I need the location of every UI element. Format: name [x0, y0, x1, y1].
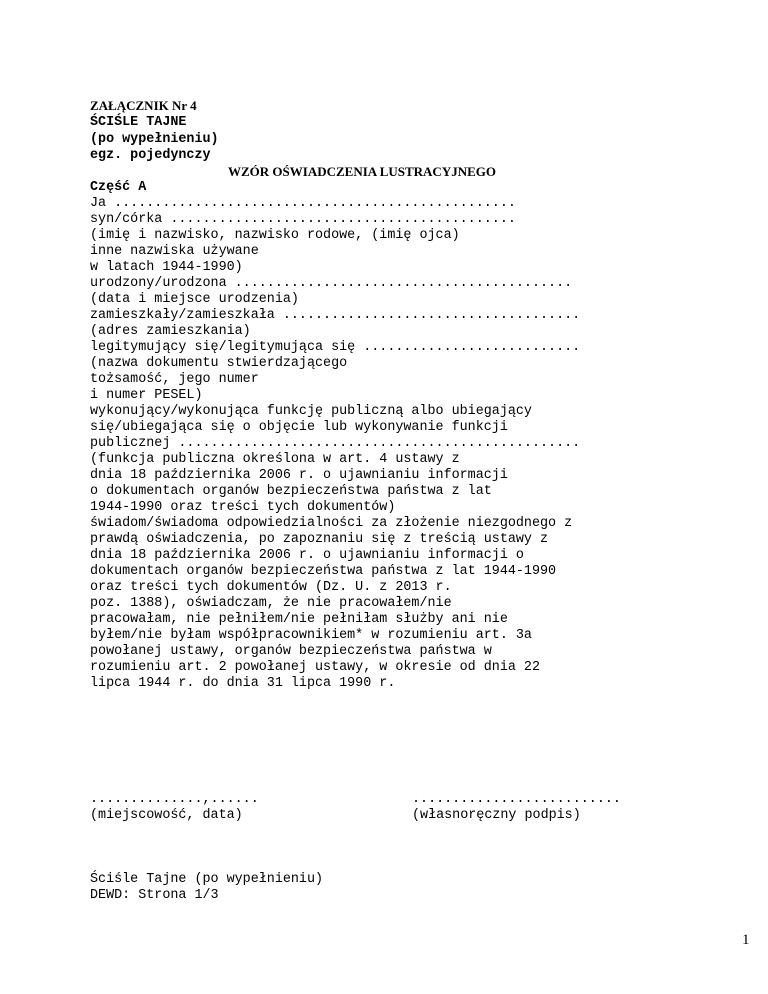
form-line-hint: tożsamość, jego numer — [90, 372, 259, 387]
place-date-field: ..............,...... — [90, 792, 259, 807]
form-line-hint: i numer PESEL) — [90, 388, 203, 403]
declaration-line: byłem/nie byłam współpracownikiem* w rozumieniu art. 3a — [90, 628, 532, 643]
form-line-function: publicznej .................................................. — [90, 436, 581, 451]
form-line-function: się/ubiegająca się o objęcie lub wykonywanie funkcji — [90, 420, 508, 435]
copy-label: egz. pojedynczy — [90, 148, 211, 163]
part-a-heading: Część A — [90, 180, 147, 195]
declaration-line: poz. 1388), oświadczam, że nie pracowałem/nie — [90, 596, 452, 611]
form-line-residence: zamieszkały/zamieszkała ..................................... — [90, 308, 581, 323]
signature-field: .......................... — [412, 792, 621, 807]
form-line-id-document: legitymujący się/legitymująca się ........................... — [90, 340, 581, 355]
declaration-line: dnia 18 października 2006 r. o ujawnianiu informacji o — [90, 548, 524, 563]
form-line-birth: urodzony/urodzona .......................................... — [90, 276, 573, 291]
declaration-line: dokumentach organów bezpieczeństwa państwa z lat 1944-1990 — [90, 564, 557, 579]
annex-number: ZAŁĄCZNIK Nr 4 — [90, 98, 197, 113]
form-line-child-of: syn/córka ........................................... — [90, 212, 516, 227]
footer-classification: Ściśle Tajne (po wypełnieniu) — [90, 872, 324, 887]
declaration-line: lipca 1944 r. do dnia 31 lipca 1990 r. — [90, 676, 396, 691]
form-line-hint: (adres zamieszkania) — [90, 324, 251, 339]
declaration-line: świadom/świadoma odpowiedzialności za złożenie niezgodnego z — [90, 516, 573, 531]
form-line-function: wykonujący/wykonująca funkcję publiczną albo ubiegający — [90, 404, 532, 419]
document-title: WZÓR OŚWIADCZENIA LUSTRACYJNEGO — [228, 164, 496, 179]
form-line-hint: inne nazwiska używane — [90, 244, 259, 259]
form-line-hint: w latach 1944-1990) — [90, 260, 243, 275]
form-line-hint: 1944-1990 oraz treści tych dokumentów) — [90, 500, 396, 515]
declaration-line: oraz treści tych dokumentów (Dz. U. z 2013 r. — [90, 580, 452, 595]
signature-label: (własnoręczny podpis) — [412, 808, 581, 823]
classification-label: ŚCIŚLE TAJNE — [90, 115, 187, 130]
footer-page-info: DEWD: Strona 1/3 — [90, 888, 219, 903]
form-line-hint: dnia 18 października 2006 r. o ujawnianiu informacji — [90, 468, 508, 483]
form-line-hint: (nazwa dokumentu stwierdzającego — [90, 356, 348, 371]
form-line-hint: o dokumentach organów bezpieczeństwa państwa z lat — [90, 484, 492, 499]
page-number: 1 — [742, 932, 750, 948]
classification-note: (po wypełnieniu) — [90, 132, 219, 147]
form-line-name: Ja .................................................. — [90, 196, 516, 211]
form-line-hint: (funkcja publiczna określona w art. 4 ustawy z — [90, 452, 460, 467]
form-line-hint: (data i miejsce urodzenia) — [90, 292, 299, 307]
declaration-line: pracowałam, nie pełniłem/nie pełniłam służby ani nie — [90, 612, 508, 627]
declaration-line: prawdą oświadczenia, po zapoznaniu się z treścią ustawy z — [90, 532, 549, 547]
declaration-line: rozumieniu art. 2 powołanej ustawy, w okresie od dnia 22 — [90, 660, 540, 675]
form-line-hint: (imię i nazwisko, nazwisko rodowe, (imię ojca) — [90, 228, 460, 243]
place-date-label: (miejscowość, data) — [90, 808, 243, 823]
declaration-line: powołanej ustawy, organów bezpieczeństwa państwa w — [90, 644, 492, 659]
